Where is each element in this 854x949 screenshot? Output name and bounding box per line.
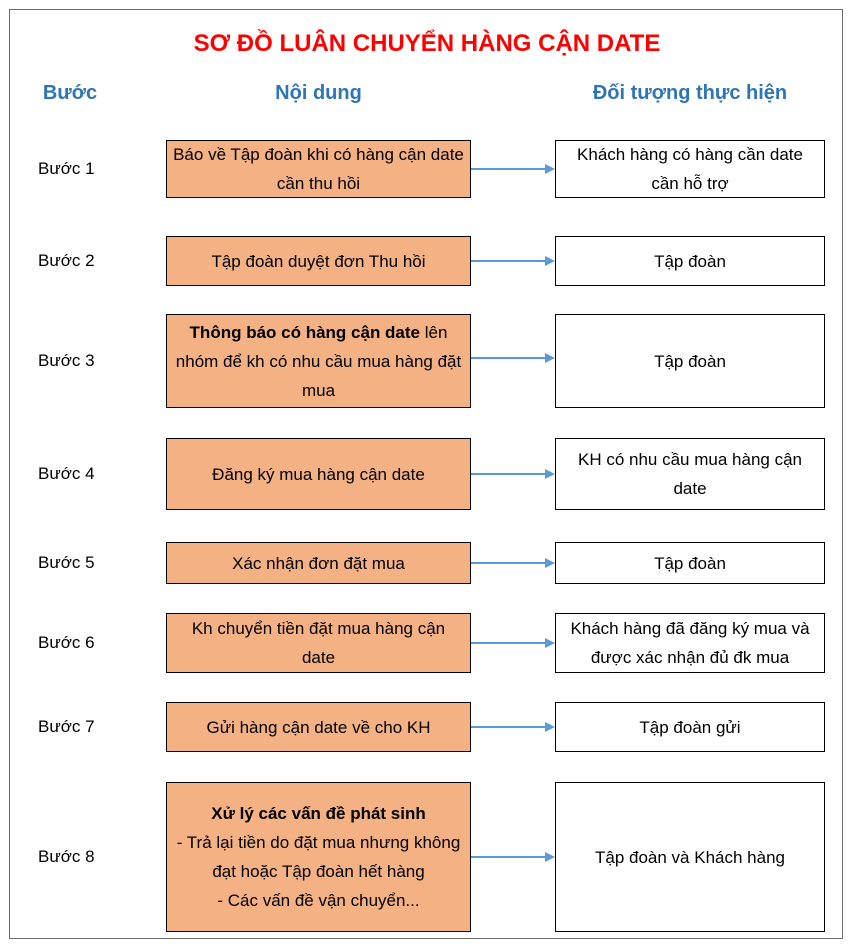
step-5-actor-text: Tập đoàn	[654, 553, 726, 573]
step-3-actor-text: Tập đoàn	[654, 351, 726, 371]
step-2-arrow	[471, 255, 555, 267]
step-3-content-bold: Thông báo có hàng cận date	[189, 322, 421, 342]
step-3-label: Bước 3	[38, 351, 95, 370]
step-5-label: Bước 5	[38, 553, 95, 572]
diagram-title: SƠ ĐỒ LUÂN CHUYỂN HÀNG CẬN DATE	[193, 30, 661, 57]
step-6-actor	[555, 613, 825, 673]
step-6-content	[166, 613, 471, 673]
step-7-content	[166, 702, 471, 752]
step-7-actor-text: Tập đoàn gửi	[639, 717, 741, 737]
step-5-actor	[555, 542, 825, 584]
header-step: Bước	[42, 82, 98, 104]
step-8-actor-text: Tập đoàn và Khách hàng	[595, 847, 785, 867]
step-7-arrow	[471, 721, 555, 733]
step-1-content-text: Báo về Tập đoàn khi có hàng cận date cần thu hồi	[173, 145, 464, 193]
step-4-label: Bước 4	[38, 464, 95, 483]
step-4-content-text: Đăng ký mua hàng cận date	[212, 464, 425, 484]
step-5-content	[166, 542, 471, 584]
step-2-actor-text: Tập đoàn	[654, 251, 726, 271]
step-8-arrow	[471, 851, 555, 863]
step-1-actor-text: Khách hàng có hàng cần date cần hỗ trợ	[577, 145, 803, 193]
step-1-label: Bước 1	[38, 159, 95, 178]
step-8-content	[166, 782, 471, 932]
step-6-content-text: Kh chuyển tiền đặt mua hàng cận date	[191, 619, 446, 667]
step-5-arrow	[471, 557, 555, 569]
step-2-actor	[555, 236, 825, 286]
step-2-label: Bước 2	[38, 251, 95, 270]
step-4-arrow	[471, 468, 555, 480]
step-4-actor-text: KH có nhu cầu mua hàng cận date	[578, 450, 802, 498]
step-5-content-text: Xác nhận đơn đặt mua	[232, 553, 405, 573]
step-2-content	[166, 236, 471, 286]
step-3-arrow	[471, 352, 555, 364]
step-8-content-bold: Xử lý các vấn đề phát sinh	[211, 804, 426, 823]
header-content: Nội dung	[275, 82, 362, 104]
step-1-arrow	[471, 163, 555, 175]
step-8-label: Bước 8	[38, 847, 95, 866]
header-actor: Đối tượng thực hiện	[592, 82, 788, 104]
step-6-actor-text: Khách hàng đã đăng ký mua và được xác nhận đủ đk mua	[570, 619, 810, 667]
step-4-actor	[555, 438, 825, 510]
step-3-content	[166, 314, 471, 408]
step-7-content-text: Gửi hàng cận date về cho KH	[206, 717, 431, 737]
step-1-content	[166, 140, 471, 198]
step-3-content-text: lên nhóm để kh có nhu cầu mua hàng đặt mua	[175, 322, 462, 400]
step-8-actor	[555, 782, 825, 932]
step-7-actor	[555, 702, 825, 752]
step-8-content-line-2: - Các vấn đề vận chuyển...	[217, 891, 420, 910]
step-6-arrow	[471, 637, 555, 649]
step-7-label: Bước 7	[38, 717, 95, 736]
step-4-content	[166, 438, 471, 510]
step-3-actor	[555, 314, 825, 408]
step-8-content-line-1: - Trả lại tiền do đặt mua nhưng không đạt hoặc Tập đoàn hết hàng	[176, 833, 461, 881]
step-1-actor	[555, 140, 825, 198]
step-2-content-text: Tập đoàn duyệt đơn Thu hồi	[211, 251, 426, 271]
step-6-label: Bước 6	[38, 633, 95, 652]
